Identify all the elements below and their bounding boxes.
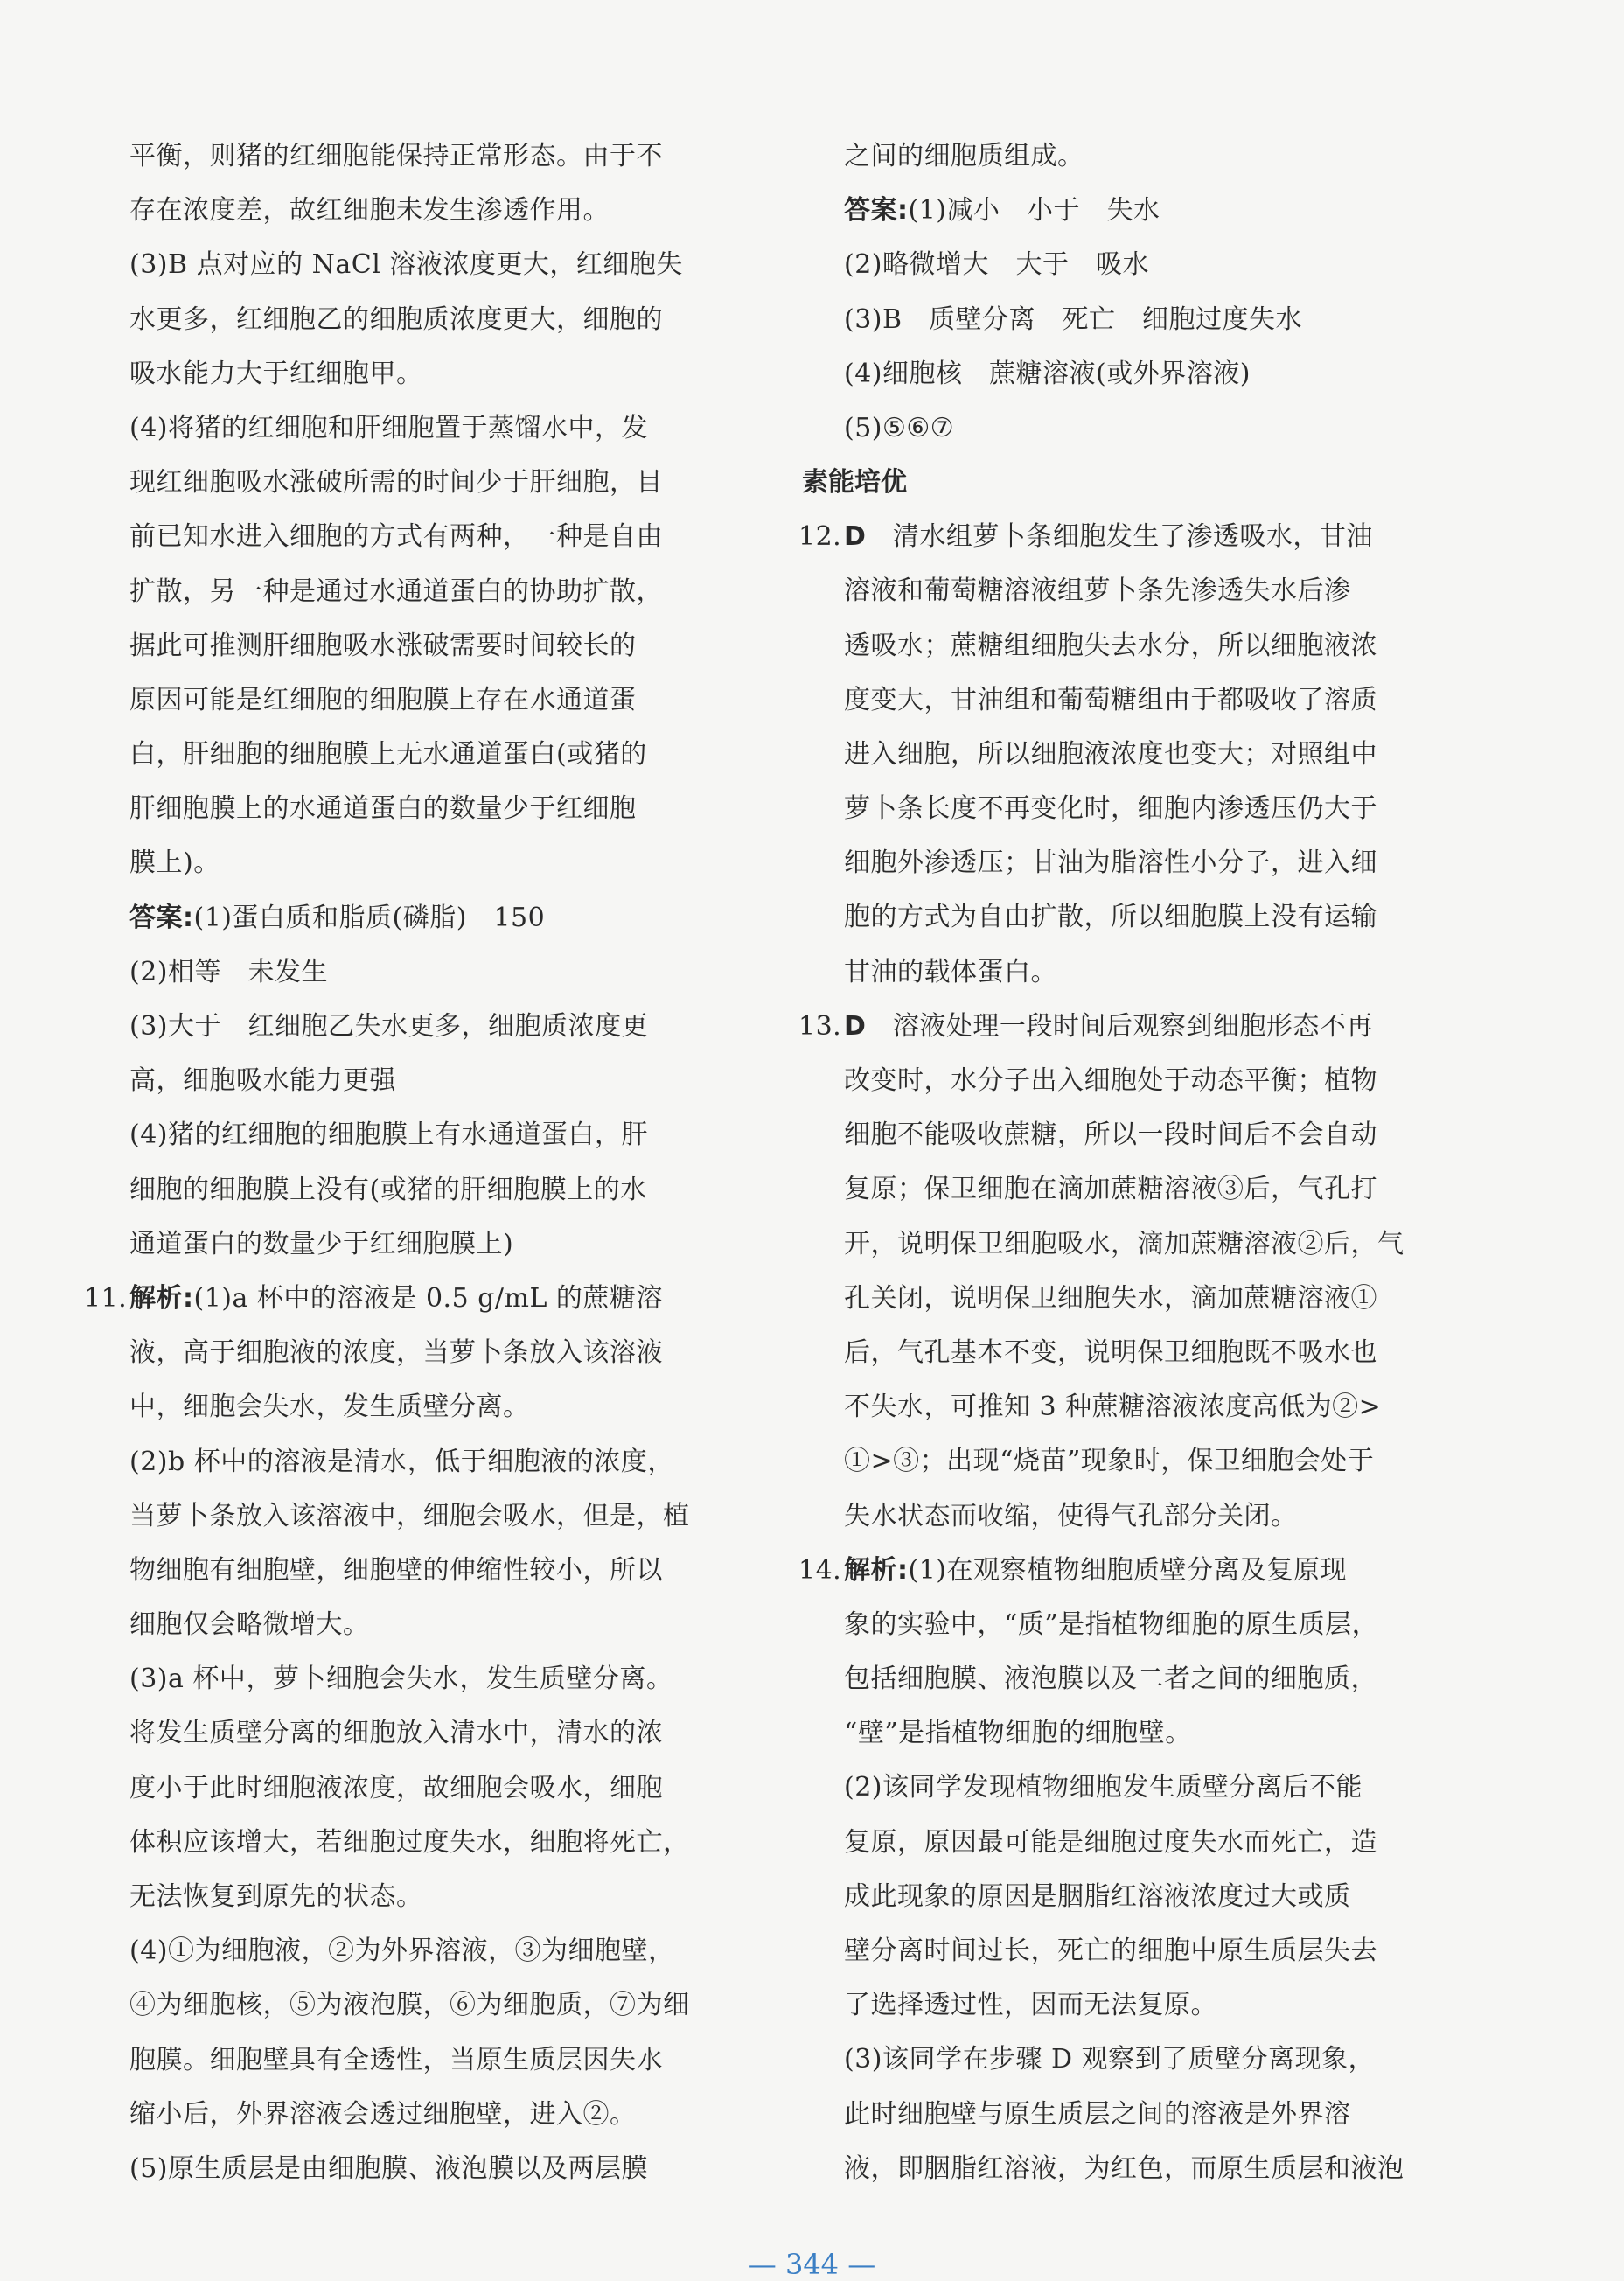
text-line: 透吸水；蔗糖组细胞失去水分，所以细胞液浓 [844,630,1377,661]
question-text: (1)a 杯中的溶液是 0.5 g/mL 的蔗糖溶 [193,1282,663,1314]
left-column [84,129,717,2196]
question-first-line [798,1544,1432,1598]
text-line: 物细胞有细胞壁，细胞壁的伸缩性较小，所以 [129,1554,663,1586]
text-line: 缩小后，外界溶液会透过细胞壁，进入②。 [129,2098,637,2130]
text-line: 白，肝细胞的细胞膜上无水通道蛋白(或猪的 [129,739,647,771]
answer-choice: D [844,1010,867,1042]
answer-line: 通道蛋白的数量少于红细胞膜上) [129,1228,514,1259]
text-line: 细胞不能吸收蔗糖，所以一段时间后不会自动 [844,1120,1377,1151]
text-line: 包括细胞膜、液泡膜以及二者之间的细胞质， [844,1664,1377,1695]
text-line: 孔关闭，说明保卫细胞失水，滴加蔗糖溶液① [844,1282,1377,1314]
text-line: “壁”是指植物细胞的细胞壁。 [844,1718,1192,1749]
text-line: 成此现象的原因是胭脂红溶液浓度过大或质 [844,1880,1351,1912]
answer-label: 答案: [844,195,909,227]
answer-text: (1)减小 小于 失水 [908,195,1160,227]
text-line: 此时细胞壁与原生质层之间的溶液是外界溶 [844,2098,1351,2130]
answer-line: (3)B 质壁分离 死亡 细胞过度失水 [844,303,1303,335]
text-line: 改变时，水分子出入细胞处于动态平衡；植物 [844,1065,1377,1096]
text-line: 失水状态而收缩，使得气孔部分关闭。 [844,1500,1298,1531]
page-number: — 344 — [748,2248,876,2281]
question-14 [798,1544,1432,2196]
text-line: 不失水，可推知 3 种蔗糖溶液浓度高低为②> [844,1392,1382,1423]
text-line: 细胞外渗透压；甘油为脂溶性小分子，进入细 [844,848,1377,879]
question-number: 14. [798,1554,842,1586]
text-line: 当萝卜条放入该溶液中，细胞会吸水，但是，植 [129,1500,690,1531]
explanation-label: 解析: [844,1554,909,1586]
question-text: (1)在观察植物细胞质壁分离及复原现 [908,1554,1347,1586]
text-line: 之间的细胞质组成。 [844,141,1084,171]
text-line: (5)原生质层是由细胞膜、液泡膜以及两层膜 [129,2152,648,2184]
text-line: 原因可能是红细胞的细胞膜上存在水通道蛋 [129,684,637,715]
text-line: 开，说明保卫细胞吸水，滴加蔗糖溶液②后，气 [844,1228,1404,1259]
explanation-label: 解析: [129,1282,194,1314]
question-number: 13. [798,1010,842,1042]
text-line: 肝细胞膜上的水通道蛋白的数量少于红细胞 [129,793,637,825]
text-line: 胞膜。细胞壁具有全透性，当原生质层因失水 [129,2044,663,2075]
answer-label: 答案: [129,902,194,933]
text-line: 将发生质壁分离的细胞放入清水中，清水的浓 [129,1718,663,1749]
answer-line [129,891,717,945]
question-text: 清水组萝卜条细胞发生了渗透吸水，甘油 [866,521,1373,553]
section-heading: 素能培优 [802,467,907,499]
question-first-line [798,1000,1432,1054]
text-line: 体积应该增大，若细胞过度失水，细胞将死亡， [129,1826,690,1858]
answer-line: 细胞的细胞膜上没有(或猪的肝细胞膜上的水 [129,1174,647,1205]
text-line: ④为细胞核，⑤为液泡膜，⑥为细胞质，⑦为细 [129,1990,690,2021]
text-line: 无法恢复到原先的状态。 [129,1881,423,1912]
text-line: 现红细胞吸水涨破所需的时间少于肝细胞，目 [129,467,663,499]
text-line: 据此可推测肝细胞吸水涨破需要时间较长的 [129,630,637,661]
answer-choice: D [844,521,867,553]
question-number: 12. [798,521,842,553]
left-explanation [129,129,717,891]
text-line: 细胞仅会略微增大。 [129,1609,370,1641]
text-line: 扩散，另一种是通过水通道蛋白的协助扩散， [129,575,663,607]
text-line: 了选择透过性，因而无法复原。 [844,1990,1217,2021]
text-line: 复原，原因最可能是细胞过度失水而死亡，造 [844,1826,1377,1858]
question-text: 溶液处理一段时间后观察到细胞形态不再 [866,1010,1373,1042]
text-line: 进入细胞，所以细胞液浓度也变大；对照组中 [844,738,1377,770]
text-line: 液，高于细胞液的浓度，当萝卜条放入该溶液 [129,1337,663,1369]
answer-line: 高，细胞吸水能力更强 [129,1065,396,1097]
text-line: 度小于此时细胞液浓度，故细胞会吸水，细胞 [129,1772,663,1803]
text-line: 度变大，甘油组和葡萄糖组由于都吸收了溶质 [844,684,1377,715]
answer-line: (4)猪的红细胞的细胞膜上有水通道蛋白，肝 [129,1120,648,1151]
question-first-line [84,1272,717,1326]
right-column [798,129,1432,2196]
text-line: (4)①为细胞液，②为外界溶液，③为细胞壁， [129,1936,675,1967]
text-line: 平衡，则猪的红细胞能保持正常形态。由于不 [129,141,663,171]
text-line: (2)b 杯中的溶液是清水，低于细胞液的浓度， [129,1446,674,1477]
text-line: 后，气孔基本不变，说明保卫细胞既不吸水也 [844,1336,1377,1368]
text-line: 溶液和葡萄糖溶液组萝卜条先渗透失水后渗 [844,575,1351,607]
question-number: 11. [84,1282,128,1314]
answer-line: (2)相等 未发生 [129,956,328,987]
text-line: (3)a 杯中，萝卜细胞会失水，发生质壁分离。 [129,1664,673,1695]
text-line: 胞的方式为自由扩散，所以细胞膜上没有运输 [844,902,1377,933]
answer-line [844,184,1432,238]
question-11 [84,1272,717,2196]
answer-line: (5)⑤⑥⑦ [844,412,955,443]
text-line: 水更多，红细胞乙的细胞质浓度更大，细胞的 [129,303,663,335]
answer-line: (3)大于 红细胞乙失水更多，细胞质浓度更 [129,1011,648,1042]
question-12 [798,510,1432,1000]
text-line: (3)该同学在步骤 D 观察到了质壁分离现象， [844,2044,1376,2075]
text-line: (2)该同学发现植物细胞发生质壁分离后不能 [844,1772,1363,1803]
text-line: 液，即胭脂红溶液，为红色，而原生质层和液泡 [844,2152,1404,2184]
text-line: 存在浓度差，故红细胞未发生渗透作用。 [129,195,610,227]
right-answer-block [844,184,1432,456]
text-line: 复原；保卫细胞在滴加蔗糖溶液③后，气孔打 [844,1174,1377,1205]
left-answer-block [129,891,717,1272]
question-first-line [798,510,1432,564]
answer-line: (4)细胞核 蔗糖溶液(或外界溶液) [844,358,1251,389]
text-line: 象的实验中，“质”是指植物细胞的原生质层， [844,1608,1379,1640]
text-line: 甘油的载体蛋白。 [844,956,1057,987]
text-line: (3)B 点对应的 NaCl 溶液浓度更大，红细胞失 [129,249,683,281]
question-13 [798,1000,1432,1544]
text-line: 前已知水进入细胞的方式有两种，一种是自由 [129,521,663,553]
text-line: ①>③；出现“烧苗”现象时，保卫细胞会处于 [844,1446,1375,1477]
text-line: 萝卜条长度不再变化时，细胞内渗透压仍大于 [844,793,1377,825]
text-line: 中，细胞会失水，发生质壁分离。 [129,1392,530,1423]
text-line: 壁分离时间过长，死亡的细胞中原生质层失去 [844,1936,1377,1966]
answer-line: (2)略微增大 大于 吸水 [844,249,1149,281]
text-line: 吸水能力大于红细胞甲。 [129,358,423,389]
text-line: 膜上)。 [129,848,220,879]
text-line: (4)将猪的红细胞和肝细胞置于蒸馏水中，发 [129,412,648,443]
answer-text: (1)蛋白质和脂质(磷脂) 150 [193,902,546,933]
